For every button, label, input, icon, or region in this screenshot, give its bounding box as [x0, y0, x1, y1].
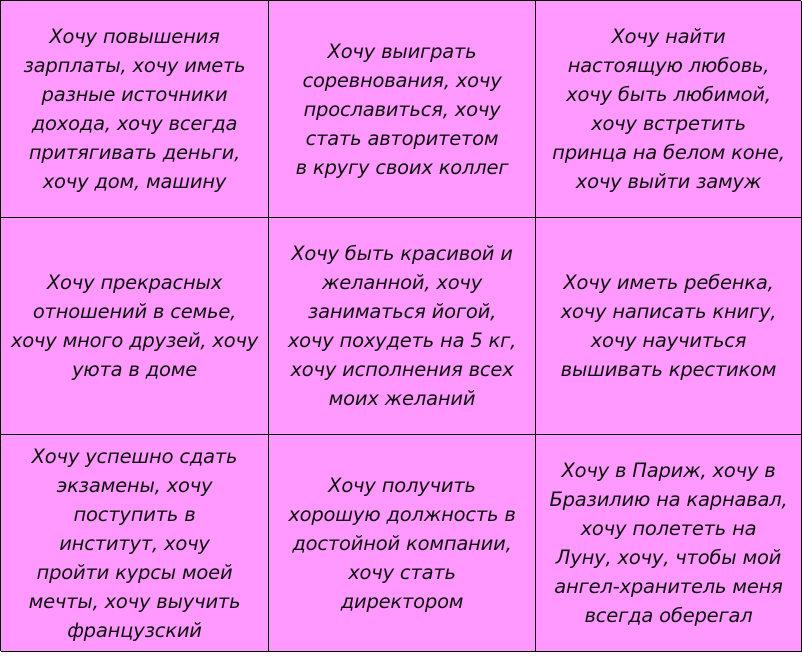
wish-text: Хочу получить хорошую должность в достойной компании, хочу стать директором — [288, 473, 516, 613]
wish-cell-self — [269, 218, 536, 435]
wish-cell-job — [269, 435, 536, 652]
wish-cell-family — [1, 218, 269, 435]
wish-cell-fame — [269, 1, 536, 218]
wish-text: Хочу иметь ребенка, хочу написать книгу, хочу научиться вышивать крестиком — [560, 271, 777, 381]
wish-text: Хочу быть красивой и желанной, хочу заниматься йогой, хочу похудеть на 5 кг, хочу исполнения всех моих желаний — [287, 242, 517, 410]
wish-cell-love — [536, 1, 802, 218]
wish-cell-career-money — [1, 1, 269, 218]
wish-cell-education — [1, 435, 269, 652]
wish-cell-travel — [536, 435, 802, 652]
wish-cell-children-hobby — [536, 218, 802, 435]
wish-text: Хочу выиграть соревнования, хочу прославиться, хочу стать авторитетом в кругу своих коллег — [295, 39, 509, 179]
wish-text: Хочу в Париж, хочу в Бразилию на карнавал, хочу полететь на Луну, хочу, чтобы мой ангел-хранитель меня всегда оберегал — [549, 459, 788, 627]
wish-text: Хочу повышения зарплаты, хочу иметь разные источники дохода, хочу всегда притягивать деньги, хочу дом, машину — [23, 25, 246, 193]
wish-text: Хочу найти настоящую любовь, хочу быть любимой, хочу встретить принца на белом коне, хочу выйти замуж — [552, 25, 785, 193]
wish-text: Хочу успешно сдать экзамены, хочу поступить в институт, хочу пройти курсы моей мечты, хочу выучить французский — [28, 444, 241, 642]
wish-text: Хочу прекрасных отношений в семье, хочу много друзей, хочу уюта в доме — [10, 271, 259, 381]
